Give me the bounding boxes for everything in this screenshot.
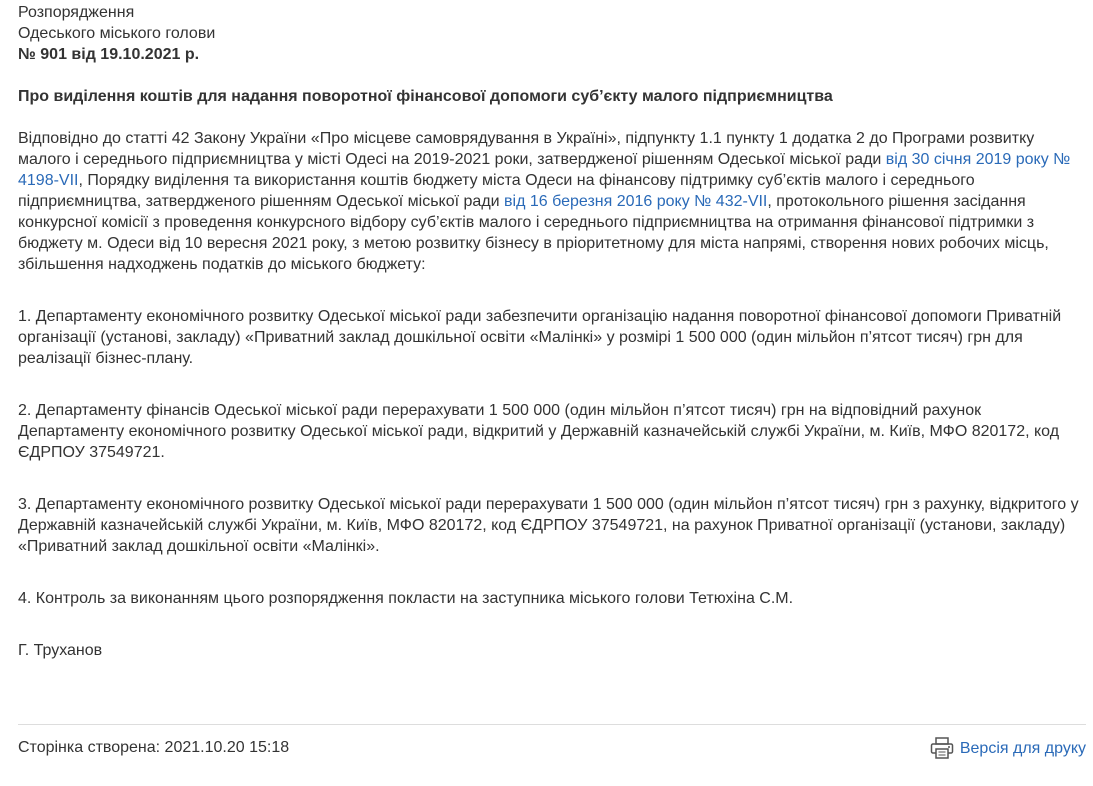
preamble-text-2: , Порядку виділення та використання коштів бюджету міста Одеси на фінансову підтримку суб’єктів малого і середнього підприємництва, затвердженого рішенням Одеської міської ради (18, 172, 975, 210)
decision-link-2019[interactable]: від 30 січня 2019 року № 4198-VІІ (18, 151, 1071, 189)
document-title: Про виділення коштів для надання поворотної фінансової допомоги суб’єкту малого підприємництва (18, 88, 833, 105)
preamble-paragraph (18, 128, 1086, 275)
signature: Г. Труханов (18, 642, 103, 659)
document-page (0, 2, 1093, 785)
decision-link-2016[interactable]: від 16 березня 2016 року № 432-VІІ (504, 193, 768, 210)
document-type: Розпорядження (18, 4, 135, 21)
preamble-text-3: , протокольного рішення засідання конкурсної комісії з проведення конкурсного відбору суб’єктів малого і середнього підприємництва на отримання фінансової підтримки з бюджету м. Одеси від 10 вересня 2021 року, з метою розвитку бізнесу в пріоритетному для міста напрямі, створення нових робочих місць, збільшення надходжень податків до міського бюджету: (18, 193, 1049, 273)
print-version-label: Версія для друку (959, 739, 1086, 757)
document-header (18, 2, 1086, 65)
print-version-link[interactable] (930, 737, 1086, 759)
page-footer (18, 724, 1086, 786)
order-item-2: 2. Департаменту фінансів Одеської міської ради перерахувати 1 500 000 (один мільйон п’ятсот тисяч) грн на відповідний рахунок Департаменту економічного розвитку Одеської міської ради, відкритий у Державній казначейській службі України, м. Київ, МФО 820172, код ЄДРПОУ 37549721. (18, 402, 1060, 461)
document-number: № 901 від 19.10.2021 р. (18, 46, 200, 63)
order-item-3: 3. Департаменту економічного розвитку Одеської міської ради перерахувати 1 500 000 (один мільйон п’ятсот тисяч) грн з рахунку, відкритого у Державній казначейській службі України, м. Київ, МФО 820172, код ЄДРПОУ 37549721, на рахунок Приватної організації (установи, закладу) «Приватний заклад дошкільної освіти «Малінкі». (18, 496, 1079, 555)
order-item-4: 4. Контроль за виконанням цього розпорядження покласти на заступника міського голови Тетюхіна С.М. (18, 590, 794, 607)
order-item-1: 1. Департаменту економічного розвитку Одеської міської ради забезпечити організацію надання поворотної фінансової допомоги Приватній організації (установі, закладу) «Приватний заклад дошкільної освіти «Малінкі» у розмірі 1 500 000 (один мільйон п’ятсот тисяч) грн для реалізації бізнес-плану. (18, 308, 1062, 367)
document-issuer: Одеського міського голови (18, 25, 216, 42)
preamble-text-1: Відповідно до статті 42 Закону України «Про місцеве самоврядування в Україні», підпункту 1.1 пункту 1 додатка 2 до Програми розвитку малого і середнього підприємництва у місті Одесі на 2019-2021 роки, затвердженої рішенням Одеської міської ради (18, 130, 1035, 168)
printer-icon (930, 737, 954, 759)
page-created-date: Сторінка створена: 2021.10.20 15:18 (18, 739, 290, 756)
